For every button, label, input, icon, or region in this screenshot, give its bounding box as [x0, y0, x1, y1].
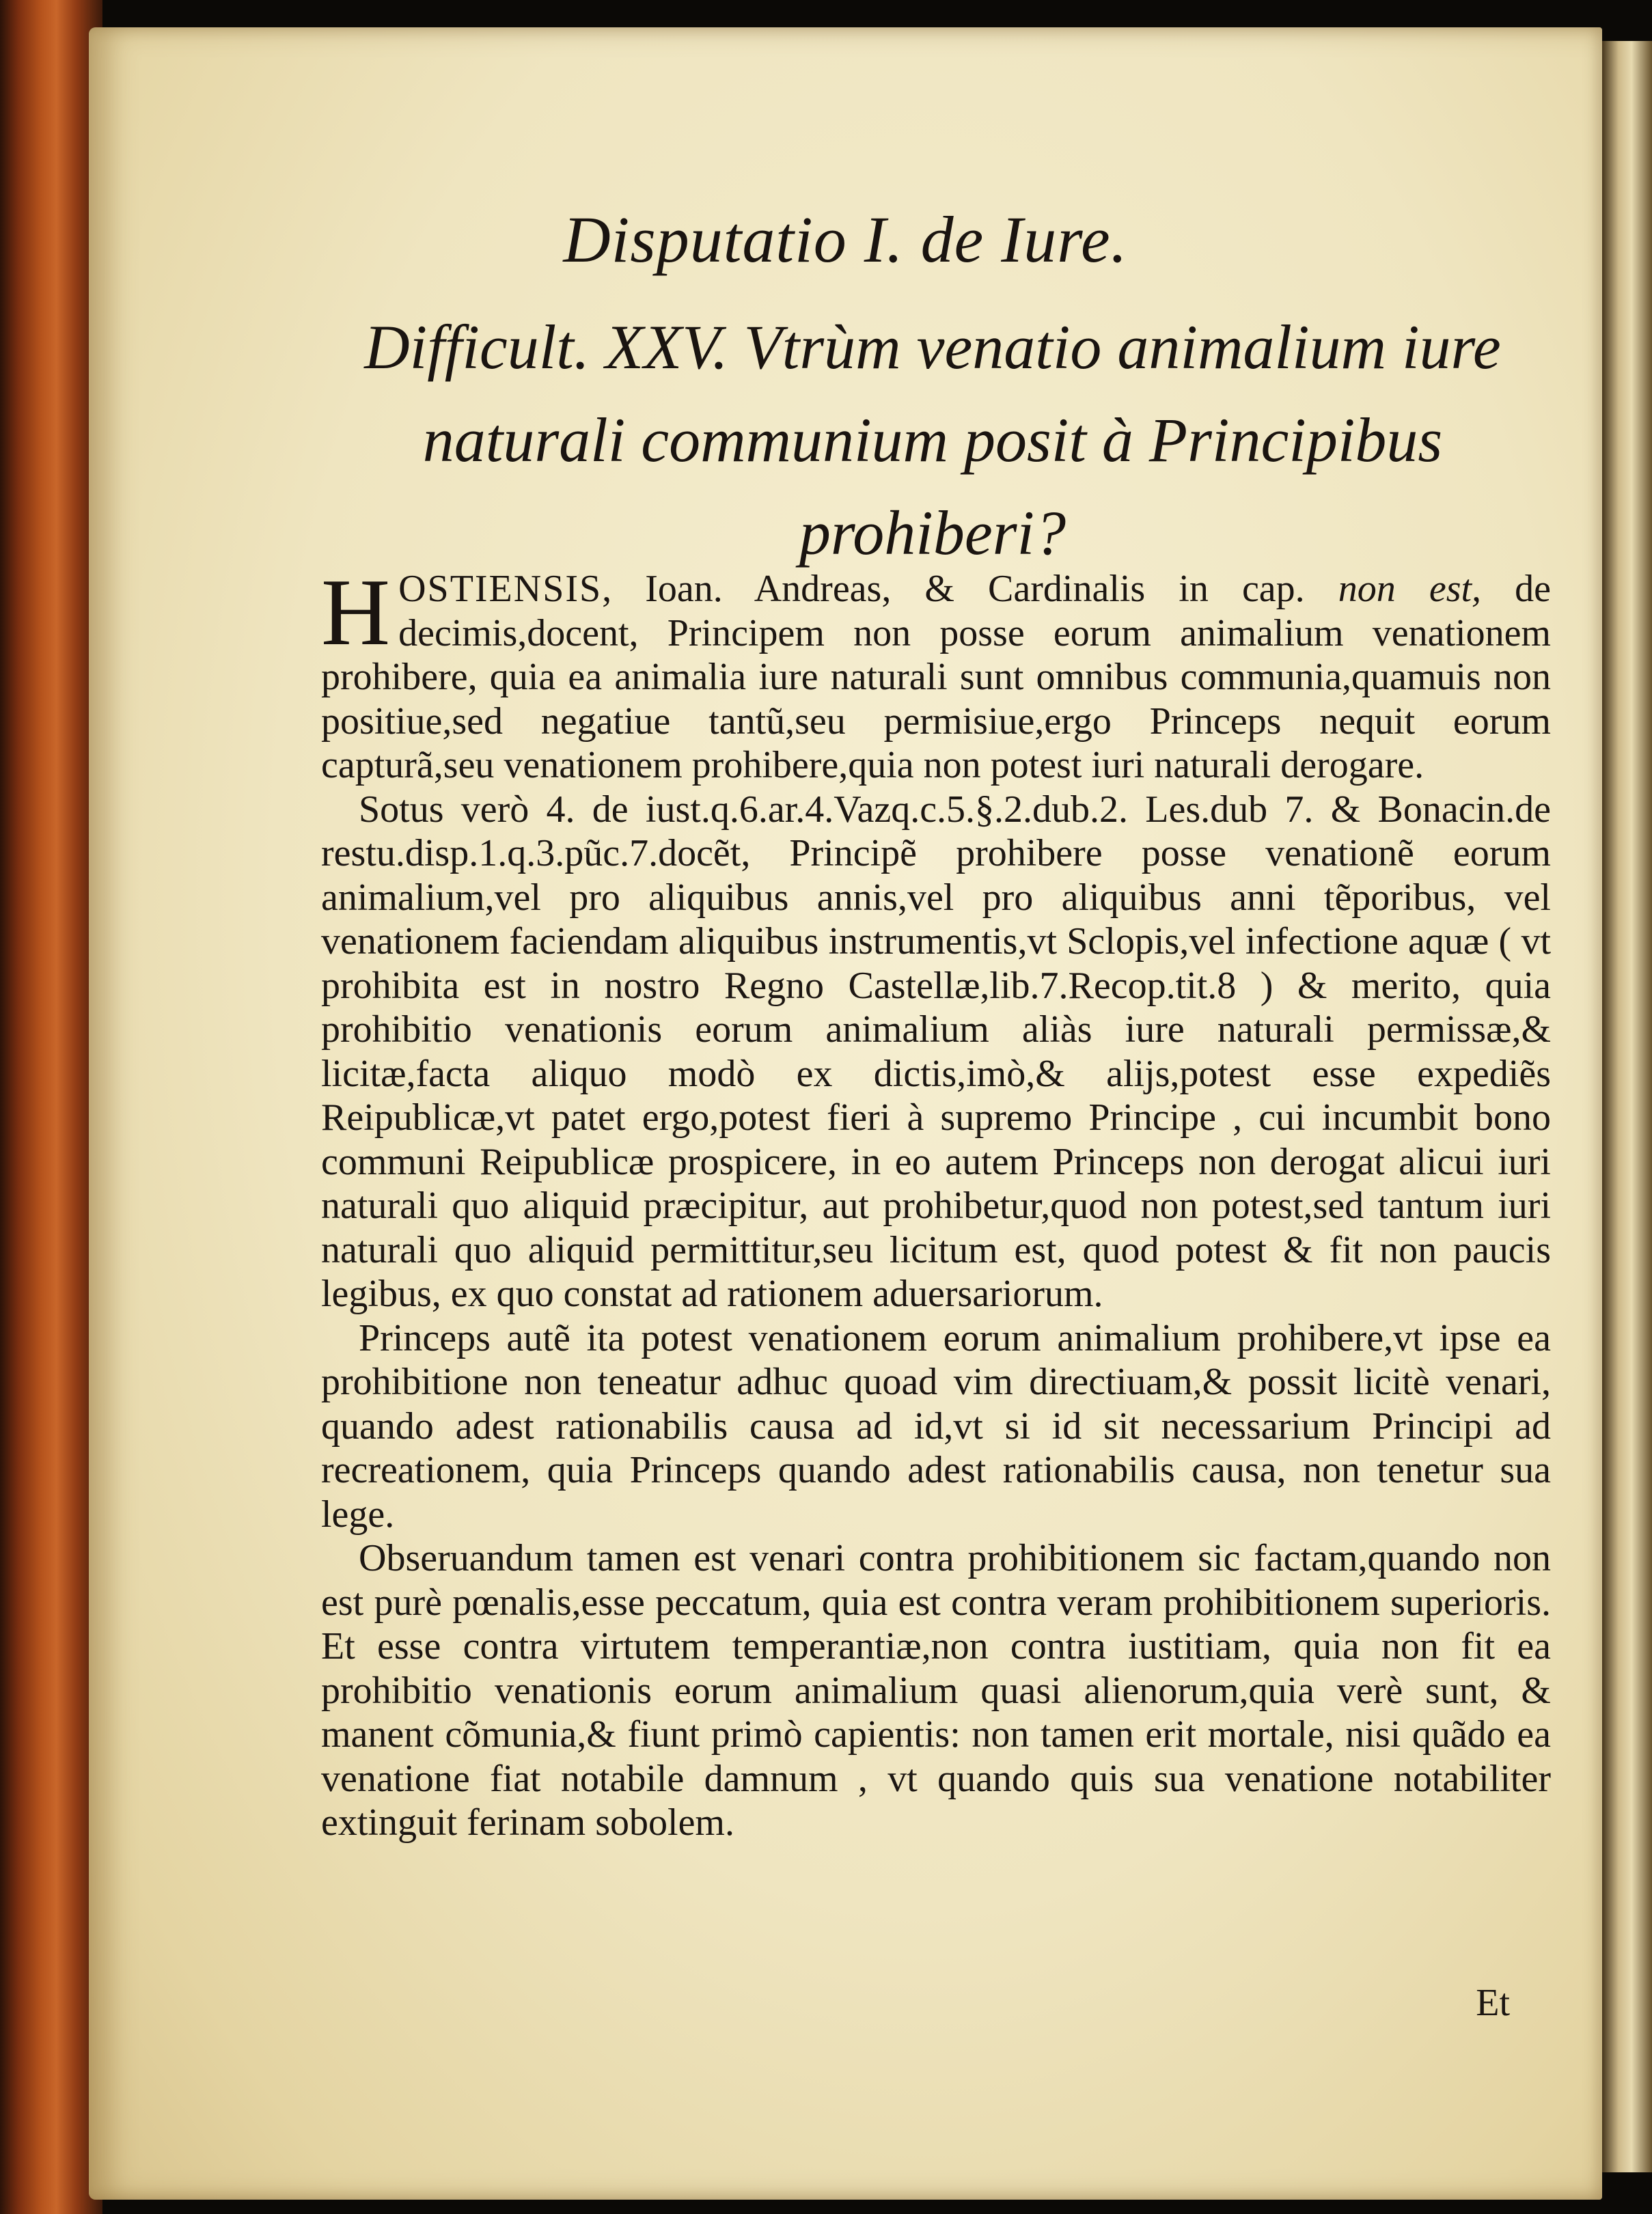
drop-cap: H	[321, 559, 391, 665]
paragraph-2: Sotus verò 4. de iust.q.6.ar.4.Vazq.c.5.§.2.dub.2. Les.dub 7. & Bonacin.de restu.disp.1.q.3.pũc.7.docẽt, Principẽ prohibere posse venationẽ eorum animalium,vel pro aliquibus annis,vel pro aliquibus anni tẽporibus, vel venationem faciendam aliquibus instrumentis,vt Sclopis,vel infectione aquæ ( vt prohibita est in nostro Regno Castellæ,lib.7.Recop.tit.8 ) & merito, quia prohibitio venationis eorum animalium aliàs iure naturali permissæ,& licitæ,facta aliquo modò ex dictis,imò,& alijs,potest esse expediẽs Reipublicæ,vt patet ergo,potest fieri à supremo Principe , cui incumbit bono communi Reipublicæ prospicere, in eo autem Princeps non derogat alicui iuri naturali quo aliquid præcipitur, aut prohibetur,quod non potest,sed tantum iuri naturali quo aliquid permittitur,seu licitum est, quod potest & fit non paucis legibus, ex quo constat ad rationem aduersariorum.	[321, 788, 1551, 1315]
catchword: Et	[1476, 1982, 1510, 2024]
section-title: Difficult. XXV. Vtrùm venatio animalium iure naturali communium posit à Principibus prohiberi?	[364, 312, 1501, 568]
paragraph-1-text: de decimis,docent, Principem non posse eorum animalium venationem prohibere, quia ea animalia iure naturali sunt omnibus communia,quamuis non positiue,sed negatiue tantũ,seu permisiue,ergo Princeps nequit eorum capturã,seu venationem prohibere,quia non potest iuri naturali derogare.	[321, 568, 1552, 786]
body-text	[321, 559, 1552, 1845]
italic-citation: non est,	[1338, 568, 1482, 610]
paragraph-3: Princeps autẽ ita potest venationem eorum animalium prohibere,vt ipse ea prohibitione non teneatur adhuc quoad vim directiuam,& possit licitè venari, quando adest rationabilis causa ad id,vt si id sit necessarium Principi ad recreationem, quia Princeps quando adest rationabilis causa, non tenetur sua lege.	[321, 1316, 1551, 1536]
page-edge-right	[1601, 41, 1652, 2172]
author-name: OSTIENSIS	[398, 568, 603, 610]
paragraph-1	[321, 559, 1552, 788]
paragraph-4: Obseruandum tamen est venari contra prohibitionem sic factam,quando non est purè pœnalis,esse peccatum, quia est contra veram prohibitionem superioris. Et esse contra virtutem temperantiæ,non contra iustitiam, quia non fit ea prohibitio venationis eorum animalium quasi alienorum,quia verè sunt, & manent cõmunia,& fiunt primò capientis: non tamen erit mortale, nisi quãdo ea venatione fiat notabile damnum , vt quando quis sua venatione notabiliter extinguit ferinam sobolem.	[321, 1537, 1551, 1844]
paragraph-1-lead: , Ioan. Andreas, & Cardinalis in cap.	[602, 568, 1338, 610]
running-header: Disputatio I. de Iure.	[563, 203, 1128, 276]
book-edge	[0, 0, 102, 2214]
book-page	[89, 27, 1602, 2200]
